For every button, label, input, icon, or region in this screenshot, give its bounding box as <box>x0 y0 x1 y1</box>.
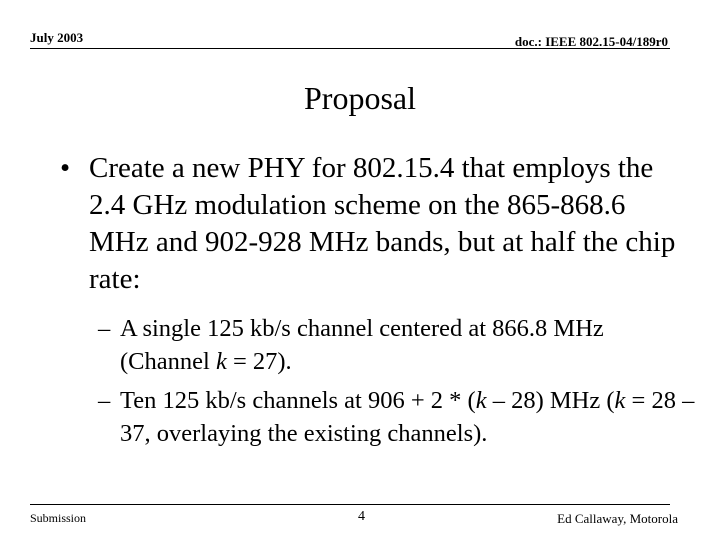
sub-bullet-1-text <box>98 312 698 378</box>
sub-bullet-1-var: k <box>215 348 227 375</box>
sub-bullet-2-mid: – 28) MHz ( <box>486 387 615 414</box>
sub-bullet-2-post: = 28 – 37, overlaying the existing channels). <box>120 387 695 447</box>
bullet-marker: • <box>60 152 71 184</box>
slide-title: Proposal <box>304 80 416 116</box>
main-bullet <box>60 150 680 298</box>
sub-bullet-2-pre: Ten 125 kb/s channels at 906 + 2 * ( <box>120 387 476 414</box>
sub-bullet-marker: – <box>98 387 111 414</box>
footer-submission: Submission <box>30 511 87 525</box>
page-number: 4 <box>358 509 365 524</box>
sub-bullet-marker: – <box>98 315 111 342</box>
header-rule <box>30 48 670 49</box>
header-date: July 2003 <box>30 30 84 45</box>
sub-bullet-2-text <box>98 384 698 450</box>
sub-bullet-2-var: k <box>475 387 487 414</box>
sub-bullet-1 <box>98 312 698 378</box>
sub-bullet-1-post: = 27). <box>226 348 292 375</box>
footer-rule <box>30 504 670 505</box>
header-doc-id: doc.: IEEE 802.15-04/189r0 <box>514 34 668 49</box>
sub-bullet-1-pre: A single 125 kb/s channel centered at 866.8 MHz (Channel <box>120 315 604 375</box>
footer-author: Ed Callaway, Motorola <box>557 511 678 526</box>
main-bullet-text: Create a new PHY for 802.15.4 that employs the 2.4 GHz modulation scheme on the 865-868.6 MHz and 902-928 MHz bands, but at half the chip rate: <box>89 152 676 295</box>
sub-bullet-2-var2: k <box>614 387 626 414</box>
sub-bullet-2 <box>98 384 698 450</box>
